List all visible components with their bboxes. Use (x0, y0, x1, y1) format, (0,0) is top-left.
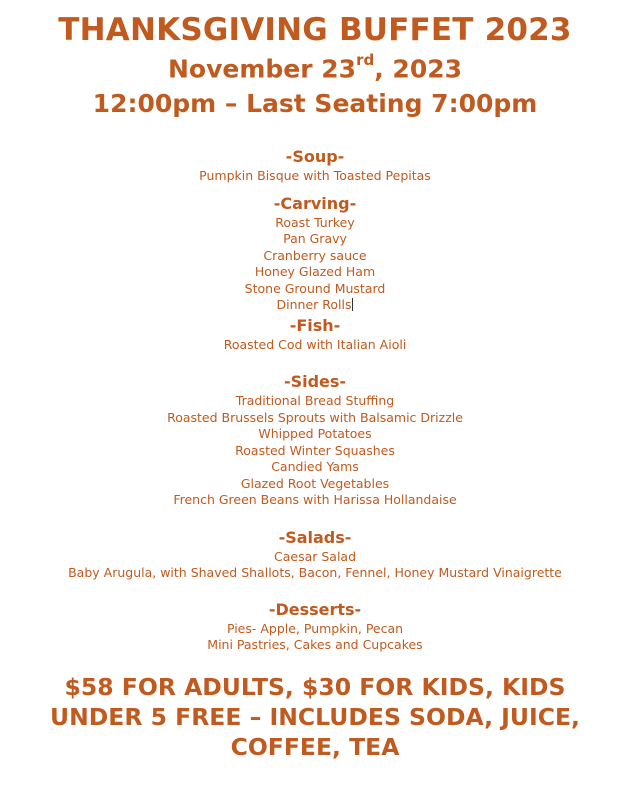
menu-item: Candied Yams (271, 459, 359, 474)
menu-item: French Green Beans with Harissa Hollandaise (173, 492, 457, 507)
pricing-line: $58 FOR ADULTS, $30 FOR KIDS, KIDS (64, 673, 566, 701)
menu-item: Pies- Apple, Pumpkin, Pecan (226, 620, 404, 636)
event-date-year: , 2023 (374, 54, 462, 84)
text-cursor (352, 298, 353, 311)
menu-item: Honey Glazed Ham (254, 264, 376, 279)
menu-item: Pan Gravy (283, 231, 347, 246)
event-date (0, 51, 630, 84)
section-soup (0, 146, 630, 185)
event-date-suffix: rd (356, 51, 375, 69)
pricing-line: COFFEE, TEA (230, 733, 400, 761)
section-heading: -Fish- (289, 315, 341, 335)
menu-item: Roasted Cod with Italian Aioli (223, 336, 407, 352)
section-fish (0, 315, 630, 354)
menu-item: Roasted Brussels Sprouts with Balsamic Drizzle (167, 409, 463, 425)
section-heading: -Sides- (283, 372, 347, 391)
page-title: THANKSGIVING BUFFET 2023 (58, 12, 572, 48)
section-heading: -Desserts- (268, 599, 362, 619)
menu-item: Cranberry sauce (263, 247, 367, 263)
section-heading: -Salads- (278, 527, 352, 547)
pricing-line: UNDER 5 FREE – INCLUDES SODA, JUICE, (50, 703, 580, 731)
menu-item: Pumpkin Bisque with Toasted Pepitas (199, 168, 431, 183)
menu-body (0, 146, 630, 654)
menu-item: Roasted Winter Squashes (235, 442, 395, 458)
menu-item-with-cursor (0, 297, 630, 314)
section-salads (0, 527, 630, 582)
section-sides (0, 371, 630, 509)
menu-item: Glazed Root Vegetables (240, 475, 390, 491)
menu-item: Caesar Salad (273, 548, 357, 564)
menu-item: Roast Turkey (275, 214, 355, 230)
section-heading: -Carving- (273, 193, 357, 213)
pricing-block (0, 672, 630, 762)
event-time: 12:00pm – Last Seating 7:00pm (92, 89, 538, 118)
menu-item: Whipped Potatoes (258, 426, 372, 441)
menu-item-text: Dinner Rolls (276, 297, 352, 312)
menu-item: Traditional Bread Stuffing (235, 393, 395, 408)
menu-item: Mini Pastries, Cakes and Cupcakes (207, 637, 423, 652)
menu-item: Stone Ground Mustard (244, 280, 386, 296)
event-date-main: November 23 (168, 54, 357, 84)
menu-item: Baby Arugula, with Shaved Shallots, Bacon, Fennel, Honey Mustard Vinaigrette (68, 565, 562, 580)
section-carving (0, 193, 630, 314)
section-desserts (0, 599, 630, 654)
section-heading: -Soup- (285, 147, 345, 166)
